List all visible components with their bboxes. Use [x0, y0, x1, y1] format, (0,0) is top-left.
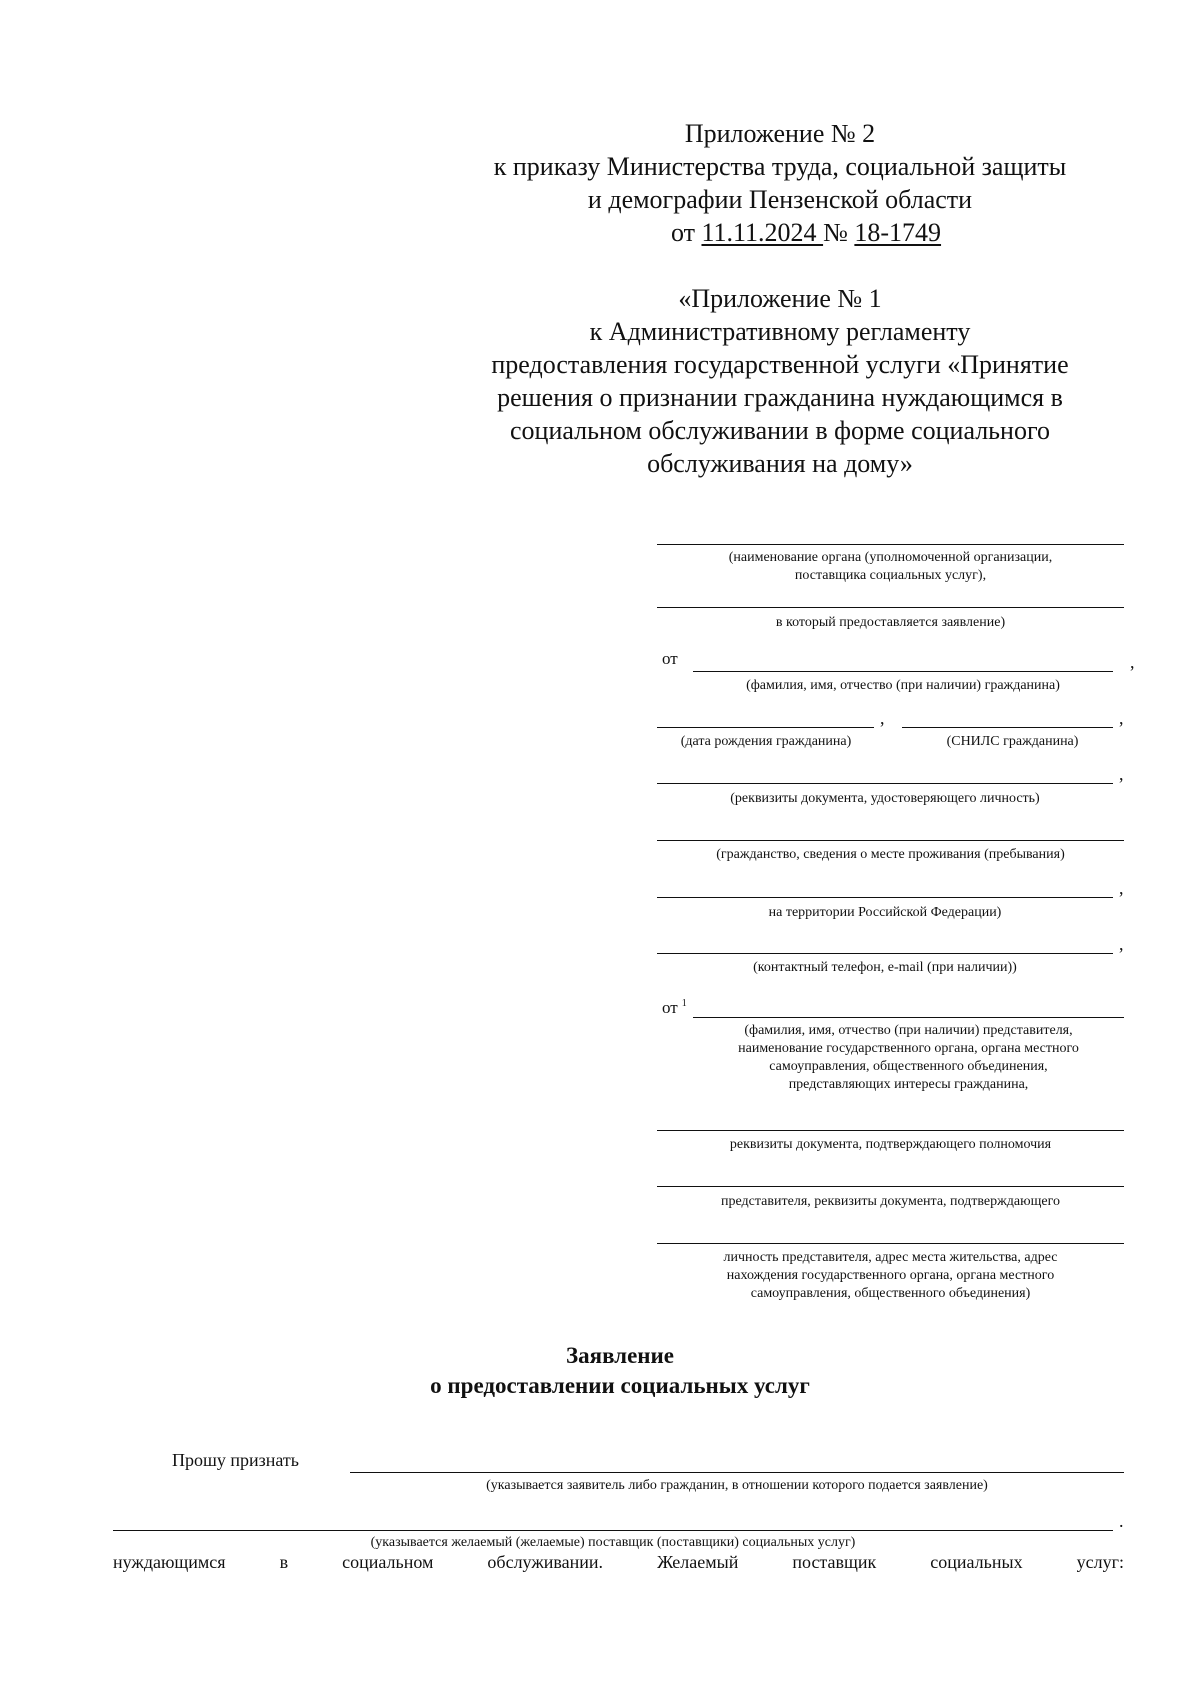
- appendix1-title: «Приложение № 1: [678, 284, 882, 313]
- org-name-line[interactable]: [657, 544, 1124, 545]
- representative-caption-line: наименование государственного органа, органа местного: [738, 1041, 1079, 1056]
- rep-address-line[interactable]: [657, 1243, 1124, 1244]
- body-word: нуждающимся: [113, 1552, 226, 1572]
- citizenship-line[interactable]: [657, 840, 1124, 841]
- statement-subtitle: о предоставлении социальных услуг: [430, 1373, 810, 1398]
- body-word: социальных: [930, 1552, 1023, 1572]
- comma: ,: [1130, 652, 1135, 672]
- from-label: от: [662, 649, 678, 668]
- rep-docs-caption: представителя, реквизиты документа, подтверждающего: [721, 1194, 1060, 1209]
- appendix1-header: [440, 282, 1120, 480]
- comma: ,: [880, 708, 885, 728]
- appendix1-line: к Административному регламенту: [589, 317, 971, 346]
- representative-caption-line: (фамилия, имя, отчество (при наличии) представителя,: [744, 1023, 1073, 1038]
- appendix1-line: обслуживания на дому»: [647, 449, 913, 478]
- org-caption-line: поставщика социальных услуг),: [794, 568, 987, 583]
- org-caption-3: в который предоставляется заявление): [775, 615, 1006, 630]
- appendix1-line: предоставления государственной услуги «Принятие: [491, 350, 1069, 379]
- citizenship-caption: (гражданство, сведения о месте проживания (пребывания): [716, 847, 1065, 862]
- snils-line[interactable]: [902, 727, 1113, 728]
- body-word: услуг:: [1076, 1552, 1124, 1572]
- org-caption: [657, 549, 1124, 585]
- rep-address-caption-line: нахождения государственного органа, органа местного: [726, 1268, 1055, 1283]
- territory-line[interactable]: [657, 897, 1113, 898]
- citizen-fio-line[interactable]: [693, 671, 1113, 672]
- comma: ,: [1119, 708, 1124, 728]
- org-caption-line: (наименование органа (уполномоченной организации,: [728, 550, 1053, 565]
- contact-line[interactable]: [657, 953, 1113, 954]
- rep-authority-caption: реквизиты документа, подтверждающего полномочия: [729, 1137, 1052, 1152]
- order-number: 18-1749: [854, 218, 942, 247]
- from-representative-label: от $^1$: [662, 998, 687, 1017]
- snils-caption: (СНИЛС гражданина): [946, 734, 1079, 749]
- rep-address-caption-line: личность представителя, адрес места жительства, адрес: [723, 1250, 1058, 1265]
- appendix2-order-line: к приказу Министерства труда, социальной защиты: [493, 152, 1067, 181]
- representative-fio-line[interactable]: [693, 1017, 1124, 1018]
- rep-address-caption-line: самоуправления, общественного объединения): [750, 1286, 1031, 1301]
- body-word: обслуживании.: [487, 1552, 604, 1572]
- comma: ,: [1119, 764, 1124, 784]
- representative-caption-line: самоуправления, общественного объединения,: [769, 1059, 1048, 1074]
- representative-caption: [693, 1022, 1124, 1094]
- appendix2-title: Приложение № 2: [684, 119, 876, 148]
- appendix1-line: социальном обслуживании в форме социального: [510, 416, 1050, 445]
- period: .: [1119, 1511, 1124, 1531]
- order-date: 11.11.2024: [701, 218, 824, 247]
- body-word: в: [279, 1552, 289, 1572]
- territory-caption: на территории Российской Федерации): [768, 905, 1002, 920]
- comma: ,: [1119, 878, 1124, 898]
- body-word: поставщик: [792, 1552, 877, 1572]
- footnote-mark[interactable]: 1: [681, 998, 687, 1010]
- appendix2-header: [470, 117, 1090, 249]
- comma: ,: [1119, 934, 1124, 954]
- rep-docs-line[interactable]: [657, 1186, 1124, 1187]
- citizen-fio-caption: (фамилия, имя, отчество (при наличии) гражданина): [746, 678, 1060, 693]
- rep-address-caption: [657, 1249, 1124, 1303]
- provider-line[interactable]: [113, 1530, 1113, 1531]
- id-document-caption: (реквизиты документа, удостоверяющего личность): [730, 791, 1040, 806]
- applicant-caption: (указывается заявитель либо гражданин, в отношении которого подается заявление): [486, 1478, 988, 1493]
- applicant-line[interactable]: [350, 1472, 1124, 1473]
- appendix2-ministry-line: и демографии Пензенской области: [587, 185, 973, 214]
- rep-authority-line[interactable]: [657, 1130, 1124, 1131]
- representative-caption-line: представляющих интересы гражданина,: [788, 1077, 1029, 1092]
- contact-caption: (контактный телефон, e-mail (при наличии)): [753, 960, 1017, 975]
- provider-caption: (указывается желаемый (желаемые) поставщик (поставщики) социальных услуг): [370, 1535, 856, 1550]
- body-word: Желаемый: [657, 1552, 739, 1572]
- org-name-line-2[interactable]: [657, 607, 1124, 608]
- birth-date-line[interactable]: [657, 727, 874, 728]
- appendix1-line: решения о признании гражданина нуждающимся в: [497, 383, 1063, 412]
- birth-date-caption: (дата рождения гражданина): [680, 734, 852, 749]
- id-document-line[interactable]: [657, 783, 1113, 784]
- statement-title: Заявление: [565, 1343, 675, 1368]
- statement-body-line: [113, 1552, 1124, 1573]
- request-label: Прошу признать: [172, 1450, 299, 1470]
- appendix2-date-line: от 11.11.2024 № 18-1749: [670, 218, 942, 247]
- body-word: социальном: [342, 1552, 434, 1572]
